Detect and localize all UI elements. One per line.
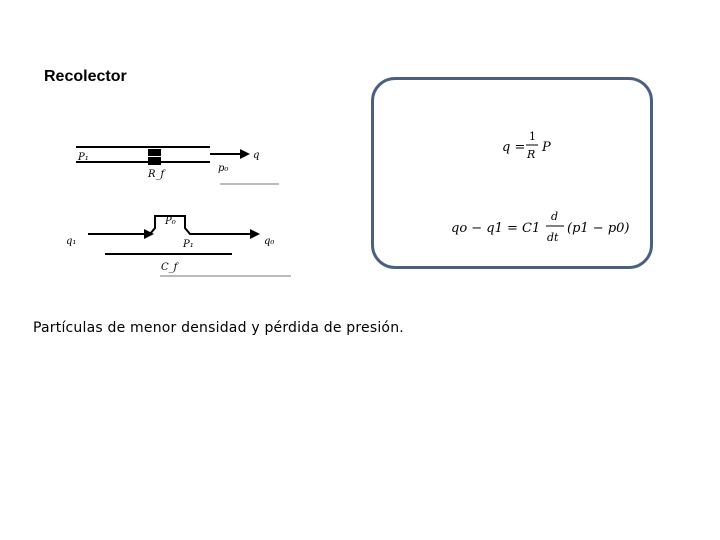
label-q: q <box>253 150 260 161</box>
label-p1-lower: P₁ <box>183 239 194 250</box>
eq2-numerator: d <box>551 210 559 223</box>
label-q1: q₁ <box>66 236 77 247</box>
eq2-lhs: qo − q1 = C1 <box>451 221 541 236</box>
eq1-denominator: R <box>527 148 536 161</box>
eq1-rhs: P <box>542 140 551 155</box>
eq2-denominator: dt <box>547 231 559 244</box>
equation-1 <box>502 130 551 161</box>
label-p0-upper: P₀ <box>165 216 176 227</box>
caption-text: Partículas de menor densidad y pérdida de presión. <box>33 320 404 336</box>
label-rf: R_f <box>148 169 165 180</box>
slide-title: Recolector <box>44 68 127 85</box>
label-q0: q₀ <box>264 236 275 247</box>
label-cf: C_f <box>161 262 178 273</box>
eq1-numerator: 1 <box>529 130 536 143</box>
equation-2 <box>451 210 630 244</box>
label-p0: p₀ <box>218 163 229 174</box>
eq1-lhs: q = <box>502 140 526 155</box>
eq2-rhs: (p1 − p0) <box>567 221 630 236</box>
label-p1: P₁ <box>78 152 89 163</box>
